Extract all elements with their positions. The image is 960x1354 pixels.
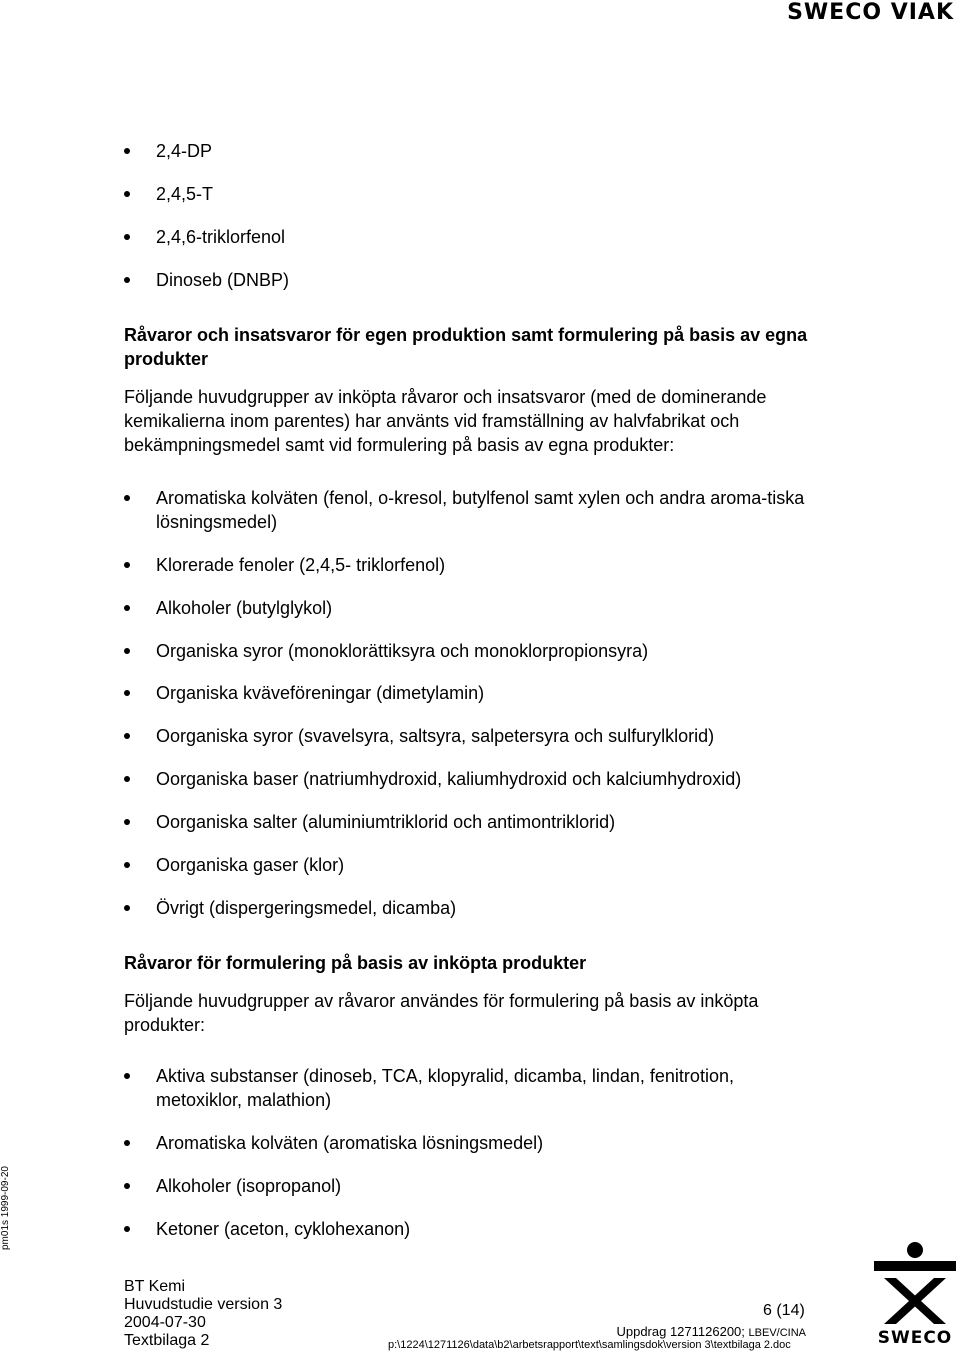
- list-item: [124, 225, 824, 249]
- bullet-icon: [124, 1183, 130, 1189]
- sweco-mark-icon: [872, 1240, 958, 1330]
- list-item-text: Aromatiska kolväten (aromatiska lösningsmedel): [156, 1133, 544, 1153]
- list-item: [124, 724, 824, 748]
- bullet-icon: [124, 733, 130, 739]
- sweco-logo: [872, 1240, 958, 1350]
- bullet-icon: [124, 562, 130, 568]
- list-item-text: Aromatiska kolväten (fenol, o-kresol, butylfenol samt xylen och andra aroma-tiska lösningsmedel): [156, 488, 805, 532]
- list-item: [124, 896, 824, 920]
- project-name: BT Kemi: [124, 1278, 186, 1295]
- footer-info: [124, 1278, 282, 1350]
- logo-wordmark: SWECO: [877, 1328, 953, 1348]
- list-item-text: Dinoseb (DNBP): [156, 270, 290, 290]
- document-date: 2004-07-30: [124, 1314, 206, 1331]
- list-item: [124, 1064, 824, 1112]
- bullet-icon: [124, 1073, 130, 1079]
- list-item: [124, 1174, 824, 1198]
- list-item: [124, 681, 824, 705]
- bullet-icon: [124, 776, 130, 782]
- bullet-icon: [124, 234, 130, 240]
- list-item-text: 2,4,5-T: [156, 184, 214, 204]
- attachment-name: Textbilaga 2: [124, 1332, 210, 1349]
- bullet-icon: [124, 1226, 130, 1232]
- list-item: [124, 139, 824, 163]
- list-item: [124, 182, 824, 206]
- bullet-icon: [124, 905, 130, 911]
- list-item: [124, 268, 824, 292]
- bullet-icon: [124, 690, 130, 696]
- list-item: [124, 596, 824, 620]
- bullet-icon: [124, 648, 130, 654]
- list-item-text: Ketoner (aceton, cyklohexanon): [156, 1219, 411, 1239]
- section-intro: Följande huvudgrupper av inköpta råvaror och insatsvaror (med de dominerande kemikalierna inom parentes) har använts vid framställning av halvfabrikat och bekämpningsmedel samt vid formulering på basis av egna produkter:: [124, 387, 767, 455]
- bullet-icon: [124, 605, 130, 611]
- bullet-icon: [124, 148, 130, 154]
- list-item: [124, 853, 824, 877]
- list-item: [124, 810, 824, 834]
- order-id: Uppdrag 1271126200;: [616, 1324, 745, 1339]
- bullet-icon: [124, 862, 130, 868]
- document-code: pm01s 1999-09-20: [0, 1166, 11, 1250]
- list-item-text: Oorganiska syror (svavelsyra, saltsyra, salpetersyra och sulfurylklorid): [156, 726, 715, 746]
- section-heading: Råvaror och insatsvaror för egen produktion samt formulering på basis av egna produkter: [124, 325, 808, 369]
- list-item-text: Organiska kväveföreningar (dimetylamin): [156, 683, 485, 703]
- list-item-text: Oorganiska baser (natriumhydroxid, kaliumhydroxid och kalciumhydroxid): [156, 769, 742, 789]
- list-item-text: Övrigt (dispergeringsmedel, dicamba): [156, 898, 457, 918]
- list-item-text: 2,4,6-triklorfenol: [156, 227, 286, 247]
- list-item-text: Aktiva substanser (dinoseb, TCA, klopyralid, dicamba, lindan, fenitrotion, metoxiklor, malathion): [156, 1066, 734, 1110]
- list-item-text: Oorganiska gaser (klor): [156, 855, 345, 875]
- list-item-text: Oorganiska salter (aluminiumtriklorid och antimontriklorid): [156, 812, 616, 832]
- list-item: [124, 486, 824, 534]
- list-item-text: Alkoholer (isopropanol): [156, 1176, 342, 1196]
- bullet-icon: [124, 819, 130, 825]
- list-item: [124, 553, 824, 577]
- section-heading: Råvaror för formulering på basis av inköpta produkter: [124, 953, 587, 973]
- list-item: [124, 1217, 824, 1241]
- bullet-icon: [124, 191, 130, 197]
- bullet-icon: [124, 277, 130, 283]
- order-signature: LBEV/CINA: [748, 1327, 806, 1339]
- list-item-text: Organiska syror (monoklorättiksyra och monoklorpropionsyra): [156, 641, 649, 661]
- page-number: 6 (14): [763, 1302, 805, 1319]
- bullet-icon: [124, 495, 130, 501]
- list-item-text: 2,4-DP: [156, 141, 213, 161]
- list-item: [124, 1131, 824, 1155]
- list-item: [124, 767, 824, 791]
- study-version: Huvudstudie version 3: [124, 1296, 283, 1313]
- bullet-icon: [124, 1140, 130, 1146]
- file-path: p:\1224\1271126\data\b2\arbetsrapport\text\samlingsdok\version 3\textbilaga 2.doc: [388, 1339, 791, 1351]
- brand-name: SWECO VIAK: [787, 0, 954, 25]
- list-item-text: Klorerade fenoler (2,4,5- triklorfenol): [156, 555, 446, 575]
- list-item: [124, 639, 824, 663]
- list-item-text: Alkoholer (butylglykol): [156, 598, 333, 618]
- section-intro: Följande huvudgrupper av råvaror användes för formulering på basis av inköpta produkter:: [124, 991, 759, 1035]
